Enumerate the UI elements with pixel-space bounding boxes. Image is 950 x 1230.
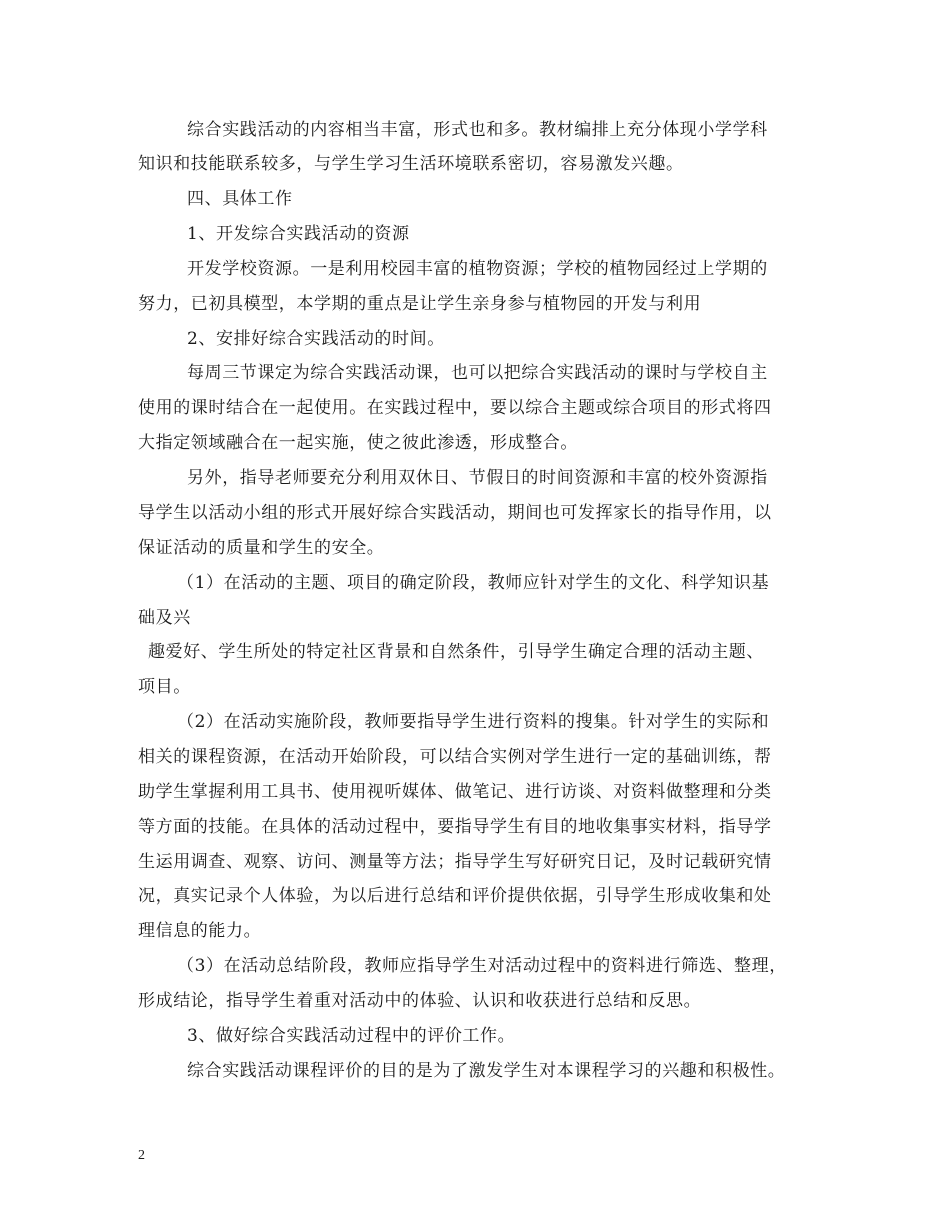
paragraph-line: （3）在活动总结阶段，教师应指导学生对活动过程中的资料进行筛选、整理， (177, 956, 787, 976)
paragraph-line: 础及兴 (138, 608, 191, 628)
subsection-heading: 2、安排好综合实践活动的时间。 (187, 329, 445, 349)
paragraph-line: 知识和技能联系较多，与学生学习生活环境联系密切，容易激发兴趣。 (138, 154, 684, 174)
paragraph-line: 理信息的能力。 (138, 921, 262, 941)
paragraph-line: 大指定领域融合在一起实施，使之彼此渗透，形成整合。 (138, 433, 578, 453)
paragraph-line: 助学生掌握利用工具书、使用视听媒体、做笔记、进行访谈、对资料做整理和分类 (138, 782, 772, 802)
paragraph-line: （1）在活动的主题、项目的确定阶段，教师应针对学生的文化、科学知识基 (177, 573, 770, 593)
paragraph-line: 导学生以活动小组的形式开展好综合实践活动，期间也可发挥家长的指导作用，以 (138, 503, 772, 523)
paragraph-line: 趣爱好、学生所处的特定社区背景和自然条件，引导学生确定合理的活动主题、 (148, 642, 764, 662)
paragraph-line: 每周三节课定为综合实践活动课，也可以把综合实践活动的课时与学校自主 (187, 363, 768, 383)
paragraph-line: 使用的课时结合在一起使用。在实践过程中，要以综合主题或综合项目的形式将四 (138, 398, 772, 418)
paragraph-line: 相关的课程资源，在活动开始阶段，可以结合实例对学生进行一定的基础训练，帮 (138, 747, 772, 767)
subsection-heading: 3、做好综合实践活动过程中的评价工作。 (187, 1026, 516, 1046)
paragraph-line: 开发学校资源。一是利用校园丰富的植物资源；学校的植物园经过上学期的 (187, 259, 768, 279)
paragraph-line: 综合实践活动的内容相当丰富，形式也和多。教材编排上充分体现小学学科 (187, 120, 768, 140)
paragraph-line: 综合实践活动课程评价的目的是为了激发学生对本课程学习的兴趣和积极性。 (187, 1061, 786, 1081)
paragraph-line: （2）在活动实施阶段，教师要指导学生进行资料的搜集。针对学生的实际和 (177, 712, 770, 732)
paragraph-line: 另外，指导老师要充分利用双休日、节假日的时间资源和丰富的校外资源指 (187, 468, 768, 488)
page-number: 2 (138, 1148, 145, 1163)
paragraph-line: 等方面的技能。在具体的活动过程中，要指导学生有目的地收集事实材料，指导学 (138, 817, 772, 837)
paragraph-line: 保证活动的质量和学生的安全。 (138, 538, 385, 558)
paragraph-line: 况，真实记录个人体验，为以后进行总结和评价提供依据，引导学生形成收集和处 (138, 886, 772, 906)
paragraph-line: 项目。 (138, 677, 191, 697)
paragraph-line: 努力，已初具模型，本学期的重点是让学生亲身参与植物园的开发与利用 (138, 294, 702, 314)
section-heading: 四、具体工作 (187, 189, 293, 209)
subsection-heading: 1、开发综合实践活动的资源 (187, 224, 410, 244)
paragraph-line: 形成结论，指导学生着重对活动中的体验、认识和收获进行总结和反思。 (138, 991, 702, 1011)
paragraph-line: 生运用调查、观察、访问、测量等方法；指导学生写好研究日记，及时记载研究情 (138, 852, 772, 872)
